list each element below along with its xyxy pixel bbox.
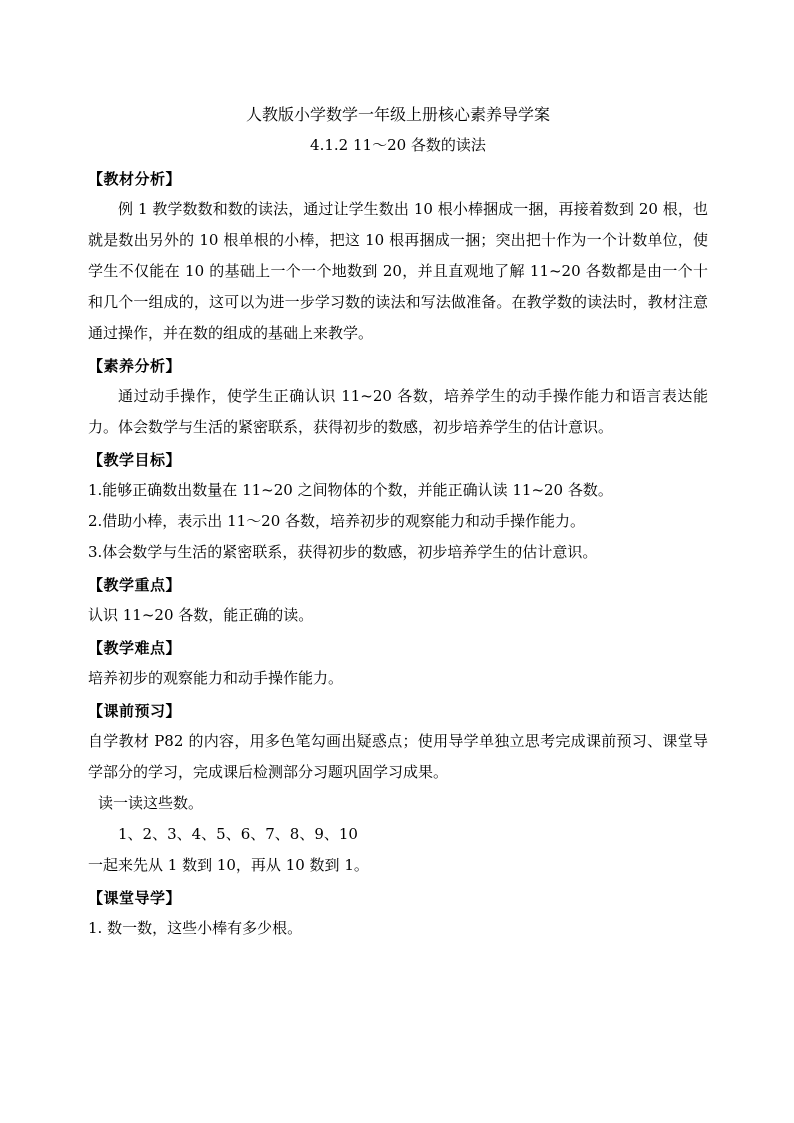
count-prompt: 一起来先从 1 数到 10，再从 10 数到 1。: [88, 856, 369, 874]
read-prompt: 读一读这些数。: [98, 794, 204, 812]
section-paragraph: 通过动手操作，使学生正确认识 11~20 各数，培养学生的动手操作能力和语言表达能力。体会数学与生活的紧密联系，获得初步的数感，初步培养学生的估计意识。: [88, 387, 708, 436]
section-heading: 【素养分析】: [88, 357, 182, 375]
section-heading: 【课前预习】: [88, 702, 182, 720]
document-subtitle: 4.1.2 11～20 各数的读法: [310, 136, 486, 154]
section-key-points: [88, 570, 708, 631]
section-paragraph: 例 1 教学数数和数的读法，通过让学生数出 10 根小棒捆成一捆，再接着数到 20 根，也就是数出另外的 10 根单根的小棒，把这 10 根再捆成一捆；突出把十作为一个计数单位，使学生不仅能在 10 的基础上一个一个地数到 20，并且直观地了解 11~20 各数都是由一个十和几个一组成的，这可以为进一步学习数的读法和写法做准备。在教学数的读法时，教材注意通过操作，并在数的组成的基础上来教学。: [88, 200, 708, 342]
section-classroom: [88, 883, 708, 944]
document-title: 人教版小学数学一年级上册核心素养导学案: [245, 105, 550, 124]
goal-item: 3.体会数学与生活的紧密联系，获得初步的数感，初步培养学生的估计意识。: [88, 543, 598, 561]
section-heading: 【教学难点】: [88, 639, 182, 657]
section-paragraph: 认识 11~20 各数，能正确的读。: [88, 606, 314, 624]
section-teaching-goals: [88, 445, 708, 568]
section-difficulties: [88, 633, 708, 694]
section-heading: 【课堂导学】: [88, 889, 182, 907]
goal-item: 2.借助小棒，表示出 11～20 各数，培养初步的观察能力和动手操作能力。: [88, 512, 586, 530]
section-paragraph: 自学教材 P82 的内容，用多色笔勾画出疑惑点；使用导学单独立思考完成课前预习、课堂导学部分的学习，完成课后检测部分习题巩固学习成果。: [88, 732, 708, 781]
section-paragraph: 培养初步的观察能力和动手操作能力。: [88, 669, 344, 687]
section-paragraph: 1. 数一数，这些小棒有多少根。: [88, 919, 303, 937]
section-heading: 【教学重点】: [88, 576, 182, 594]
section-preview: [88, 696, 708, 881]
section-textbook-analysis: [88, 164, 708, 349]
document-content: [88, 100, 708, 946]
section-literacy-analysis: [88, 351, 708, 443]
goal-item: 1.能够正确数出数量在 11~20 之间物体的个数，并能正确认读 11~20 各数。: [88, 481, 613, 499]
number-sequence: 1、2、3、4、5、6、7、8、9、10: [118, 825, 358, 843]
section-heading: 【教学目标】: [88, 451, 182, 469]
section-heading: 【教材分析】: [88, 170, 182, 188]
